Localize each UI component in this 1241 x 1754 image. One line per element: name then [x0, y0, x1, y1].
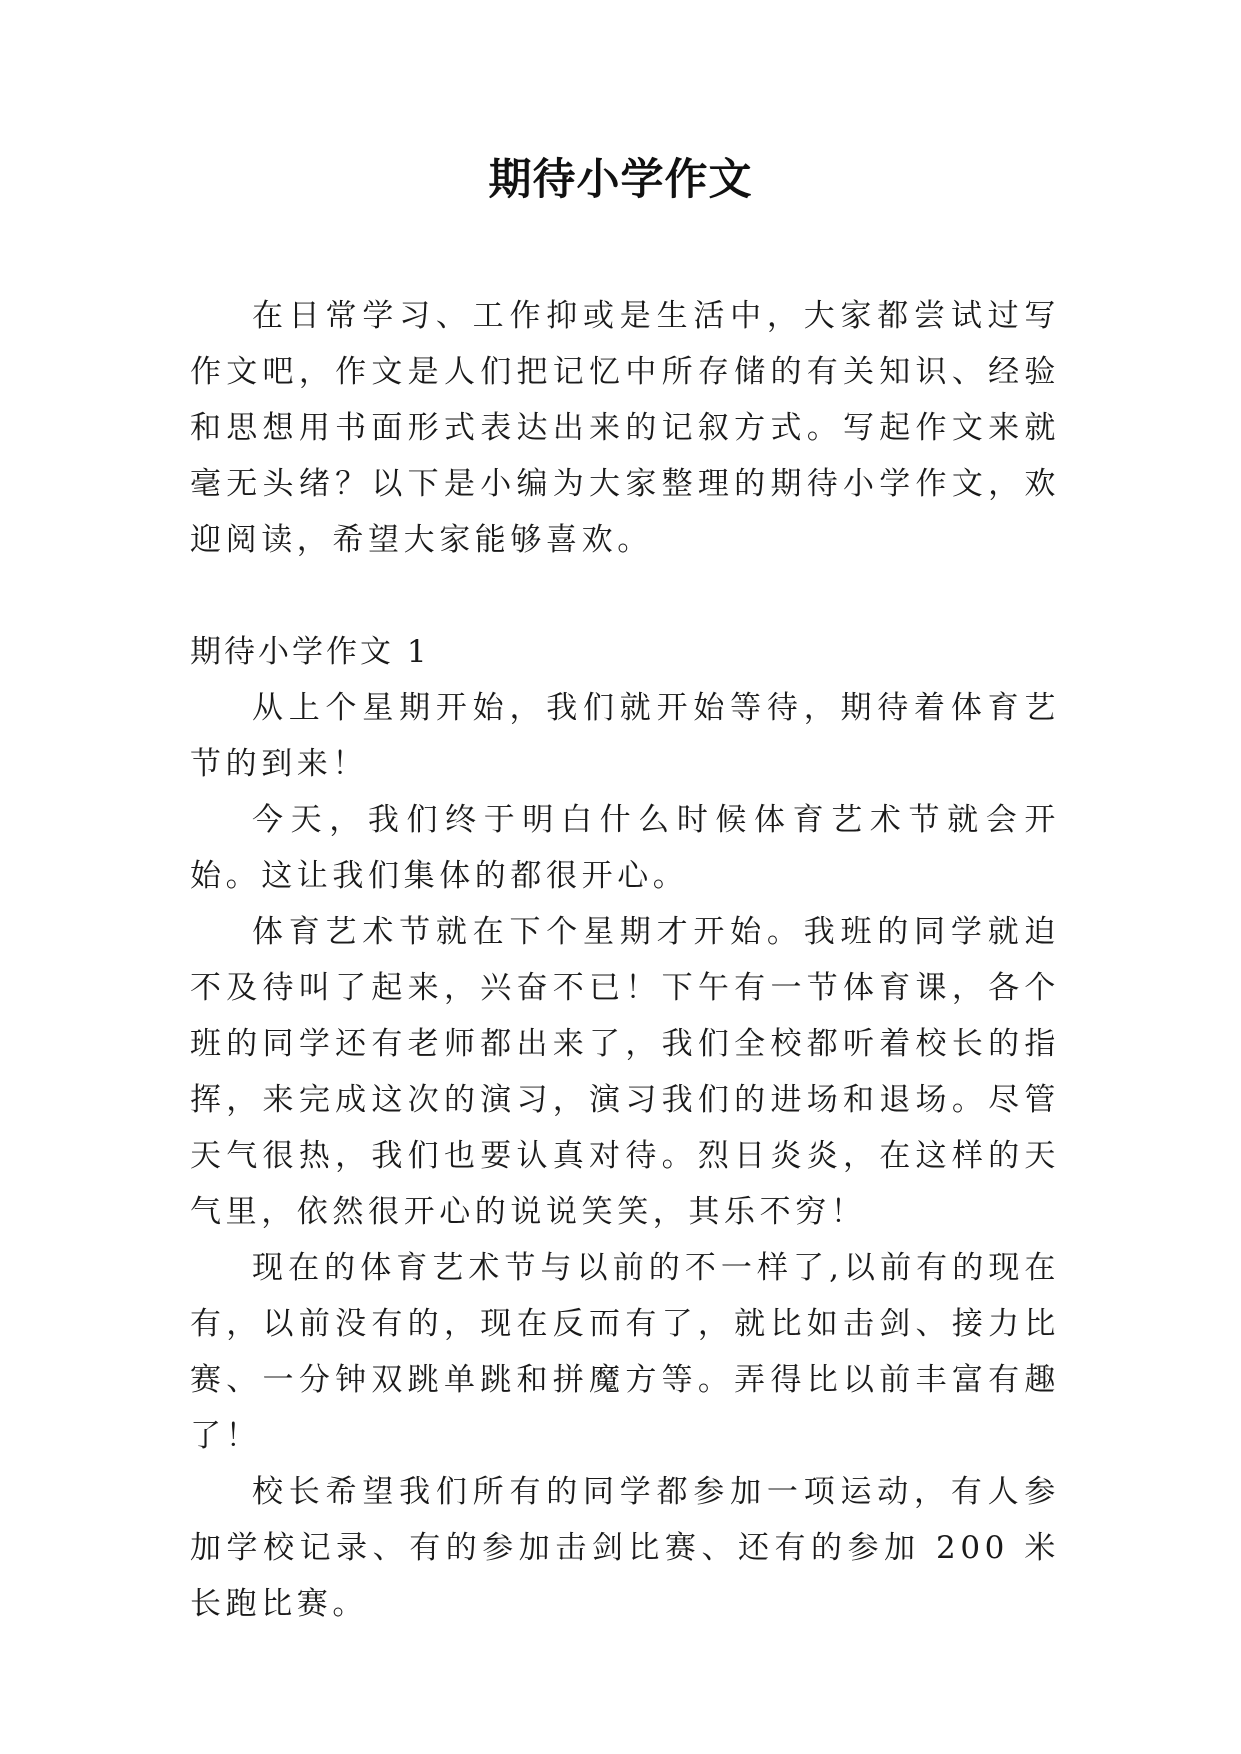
body-paragraph: 从上个星期开始，我们就开始等待，期待着体育艺节的到来！	[190, 690, 1060, 782]
body-paragraph: 校长希望我们所有的同学都参加一项运动，有人参加学校记录、有的参加击剑比赛、还有的参加 200 米长跑比赛。	[190, 1474, 1060, 1622]
section-heading: 期待小学作文 1	[190, 634, 430, 670]
body-paragraph: 现在的体育艺术节与以前的不一样了,以前有的现在有，以前没有的，现在反而有了，就比如击剑、接力比赛、一分钟双跳单跳和拼魔方等。弄得比以前丰富有趣了！	[190, 1250, 1060, 1454]
document-body	[190, 288, 1060, 1632]
document-title: 期待小学作文	[488, 155, 753, 205]
body-paragraph: 今天，我们终于明白什么时候体育艺术节就会开始。这让我们集体的都很开心。	[190, 802, 1060, 894]
intro-paragraph: 在日常学习、工作抑或是生活中，大家都尝试过写作文吧，作文是人们把记忆中所存储的有关知识、经验和思想用书面形式表达出来的记叙方式。写起作文来就毫无头绪？以下是小编为大家整理的期待小学作文，欢迎阅读，希望大家能够喜欢。	[190, 298, 1060, 558]
body-paragraph: 体育艺术节就在下个星期才开始。我班的同学就迫不及待叫了起来，兴奋不已！下午有一节体育课，各个班的同学还有老师都出来了，我们全校都听着校长的指挥，来完成这次的演习，演习我们的进场和退场。尽管天气很热，我们也要认真对待。烈日炎炎，在这样的天气里，依然很开心的说说笑笑，其乐不穷！	[190, 914, 1060, 1230]
